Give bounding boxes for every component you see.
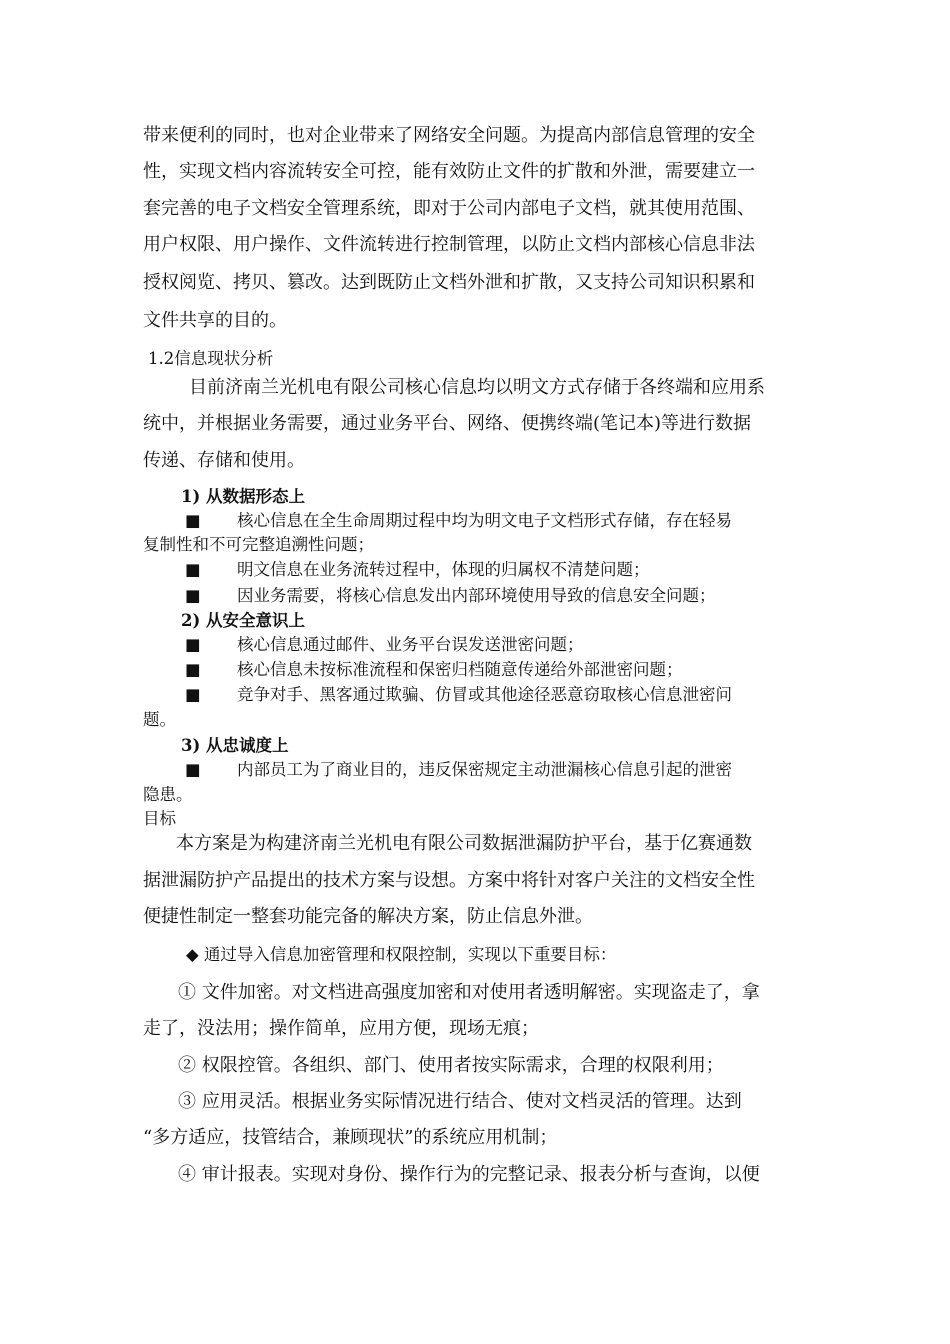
square-bullet-icon: ■ <box>185 586 201 605</box>
goal-line: “多方适应，技管结合，兼顾现状”的系统应用机制； <box>143 1127 558 1148</box>
target-paragraph-line: 便捷性制定一整套功能完备的解决方案，防止信息外泄。 <box>143 906 593 927</box>
bullet-item: ■ 竞争对手、黑客通过欺骗、仿冒或其他途径恶意窃取核心信息泄密问 <box>185 685 732 704</box>
square-bullet-icon: ■ <box>185 560 201 579</box>
group-title: 3) 从忠诚度上 <box>181 736 289 755</box>
intro-line: 授权阅览、拷贝、篡改。达到既防止文档外泄和扩散，又支持公司知识积累和 <box>143 272 755 293</box>
target-paragraph-line: 本方案是为构建济南兰光机电有限公司数据泄漏防护平台，基于亿赛通数 <box>176 833 752 854</box>
square-bullet-icon: ■ <box>185 660 201 679</box>
goal-line: ① 文件加密。对文档进高强度加密和对使用者透明解密。实现盗走了，拿 <box>178 982 760 1003</box>
intro-line: 用户权限、用户操作、文件流转进行控制管理，以防止文档内部核心信息非法 <box>143 234 755 255</box>
bullet-continuation: 隐患。 <box>143 785 193 804</box>
status-paragraph-line: 统中，并根据业务需要，通过业务平台、网络、便携终端(笔记本)等进行数据 <box>143 413 752 434</box>
status-paragraph-line: 传递、存储和使用。 <box>143 450 305 471</box>
bullet-item: ■ 内部员工为了商业目的，违反保密规定主动泄漏核心信息引起的泄密 <box>185 760 732 779</box>
intro-line: 带来便利的同时，也对企业带来了网络安全问题。为提高内部信息管理的安全 <box>143 125 755 146</box>
section-heading: 目标 <box>143 809 176 828</box>
intro-line: 性，实现文档内容流转安全可控，能有效防止文件的扩散和外泄，需要建立一 <box>143 161 755 182</box>
target-paragraph-line: 据泄漏防护产品提出的技术方案与设想。方案中将针对客户关注的文档安全性 <box>143 870 755 891</box>
intro-line: 套完善的电子文档安全管理系统，即对于公司内部电子文档，就其使用范围、 <box>143 198 755 219</box>
bullet-item: ■ 核心信息未按标准流程和保密归档随意传递给外部泄密问题； <box>185 660 683 679</box>
group-title: 2) 从安全意识上 <box>181 611 306 630</box>
bullet-item: ■ 明文信息在业务流转过程中，体现的归属权不清楚问题； <box>185 560 650 579</box>
goal-line: ④ 审计报表。实现对身份、操作行为的完整记录、报表分析与查询，以便 <box>178 1164 760 1185</box>
bullet-item: ■ 因业务需要，将核心信息发出内部环境使用导致的信息安全问题； <box>185 586 716 605</box>
diamond-item: ◆ 通过导入信息加密管理和权限控制，实现以下重要目标： <box>186 945 617 964</box>
bullet-continuation: 复制性和不可完整追溯性问题； <box>143 535 374 554</box>
square-bullet-icon: ■ <box>185 760 201 779</box>
section-heading: 1.2信息现状分析 <box>148 349 274 368</box>
status-paragraph-line: 目前济南兰光机电有限公司核心信息均以明文方式存储于各终端和应用系 <box>189 377 765 398</box>
bullet-item: ■ 核心信息通过邮件、业务平台误发送泄密问题； <box>185 635 584 654</box>
group-title: 1) 从数据形态上 <box>181 487 306 506</box>
square-bullet-icon: ■ <box>185 635 201 654</box>
square-bullet-icon: ■ <box>185 685 201 704</box>
goal-line: 走了，没法用；操作简单，应用方便，现场无痕； <box>143 1018 539 1039</box>
intro-line: 文件共享的目的。 <box>143 310 287 331</box>
bullet-continuation: 题。 <box>143 710 176 729</box>
bullet-item: ■ 核心信息在全生命周期过程中均为明文电子文档形式存储，存在轻易 <box>185 511 732 530</box>
goal-line: ③ 应用灵活。根据业务实际情况进行结合、使对文档灵活的管理。达到 <box>178 1091 742 1112</box>
square-bullet-icon: ■ <box>185 511 201 530</box>
goal-line: ② 权限控管。各组织、部门、使用者按实际需求，合理的权限利用； <box>178 1055 724 1076</box>
